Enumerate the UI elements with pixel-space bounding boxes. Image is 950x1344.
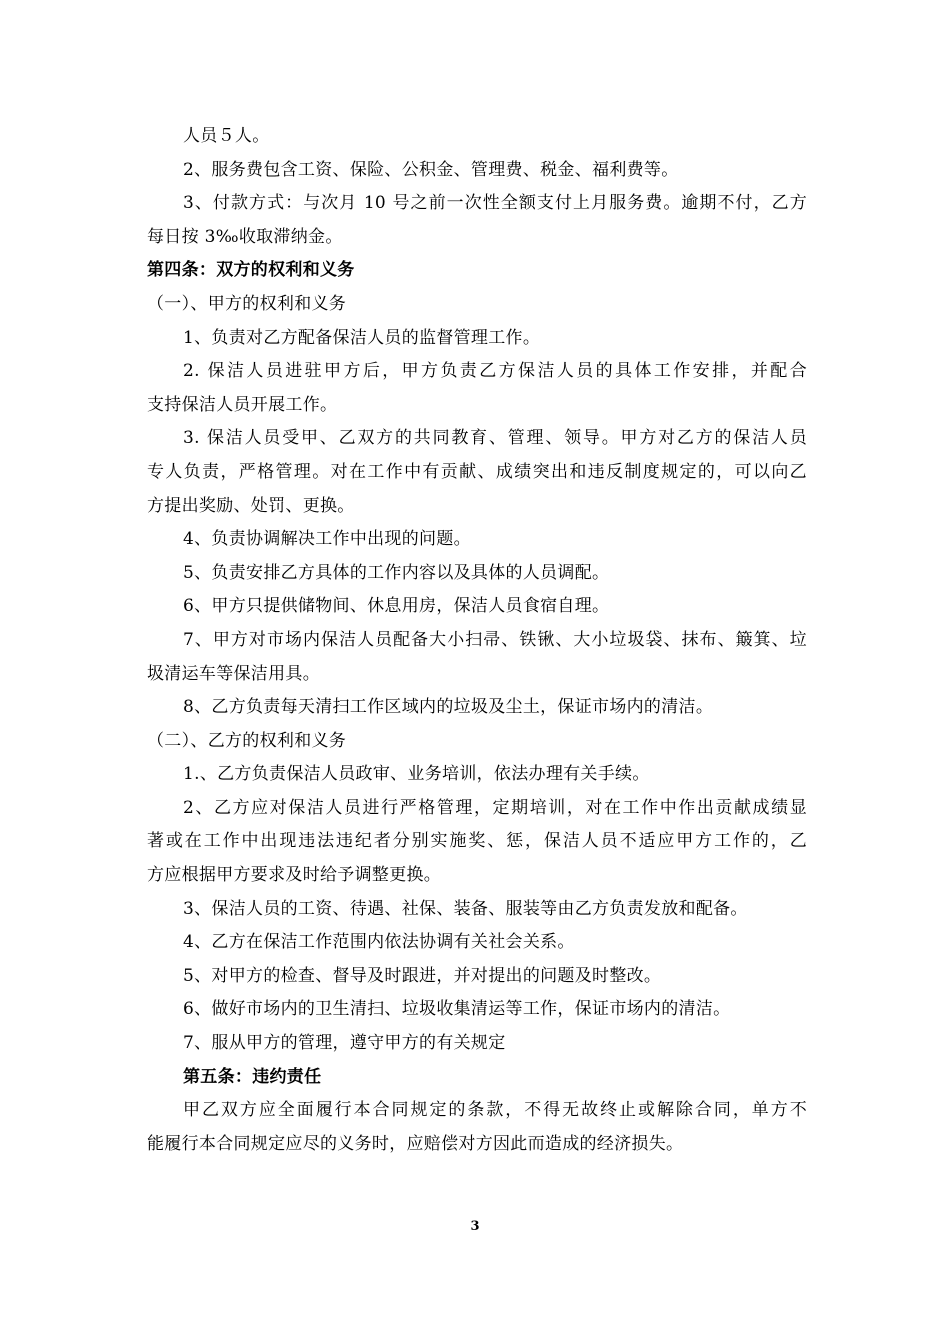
text-line: 人员５人。: [183, 126, 270, 146]
text-line: 1.、乙方负责保洁人员政审、业务培训，依法办理有关手续。: [183, 764, 650, 785]
text-line: 2. 保洁人员进驻甲方后，甲方负责乙方保洁人员的具体工作安排，并配合: [183, 361, 807, 382]
text-line: 5、负责安排乙方具体的工作内容以及具体的人员调配。: [183, 562, 610, 583]
section-heading: 第五条：违约责任: [183, 1066, 322, 1087]
text-line: （二）、乙方的权利和义务: [147, 730, 347, 751]
text-line: 1、负责对乙方配备保洁人员的监督管理工作。: [183, 327, 541, 348]
text-line: 支持保洁人员开展工作。: [147, 394, 338, 415]
text-line: 7、甲方对市场内保洁人员配备大小扫帚、铁锹、大小垃圾袋、抹布、簸箕、垃: [183, 629, 807, 650]
text-line: 圾清运车等保洁用具。: [147, 663, 320, 684]
text-line: 3、保洁人员的工资、待遇、社保、装备、服装等由乙方负责发放和配备。: [183, 898, 748, 919]
page-number: 3: [470, 1219, 480, 1234]
text-line: 4、负责协调解决工作中出现的问题。: [183, 529, 471, 550]
text-line: 2、服务费包含工资、保险、公积金、管理费、税金、福利费等。: [183, 159, 679, 180]
text-line: 方提出奖励、处罚、更换。: [147, 495, 355, 516]
text-line: 著或在工作中出现违法违纪者分别实施奖、惩，保洁人员不适应甲方工作的，乙: [147, 831, 807, 852]
text-line: 能履行本合同规定应尽的义务时，应赔偿对方因此而造成的经济损失。: [147, 1133, 684, 1154]
text-line: 4、乙方在保洁工作范围内依法协调有关社会关系。: [183, 932, 575, 953]
document-body: [147, 120, 807, 1161]
section-heading: 第四条：双方的权利和义务: [147, 260, 355, 281]
text-line: 2、乙方应对保洁人员进行严格管理，定期培训，对在工作中作出贡献成绩显: [183, 797, 807, 818]
text-line: 6、甲方只提供储物间、休息用房，保洁人员食宿自理。: [183, 596, 610, 617]
text-line: 5、对甲方的检查、督导及时跟进，并对提出的问题及时整改。: [183, 965, 662, 986]
text-line: 方应根据甲方要求及时给予调整更换。: [147, 865, 442, 886]
text-line: 7、服从甲方的管理，遵守甲方的有关规定: [183, 1033, 506, 1054]
text-line: 8、乙方负责每天清扫工作区域内的垃圾及尘土，保证市场内的清洁。: [183, 697, 714, 718]
text-line: 3. 保洁人员受甲、乙双方的共同教育、管理、领导。甲方对乙方的保洁人员: [183, 428, 807, 449]
text-line: 专人负责，严格管理。对在工作中有贡献、成绩突出和违反制度规定的，可以向乙: [147, 461, 807, 482]
text-line: 每日按 3‰收取滞纳金。: [147, 226, 343, 247]
text-line: 6、做好市场内的卫生清扫、垃圾收集清运等工作，保证市场内的清洁。: [183, 999, 731, 1020]
text-line: 甲乙双方应全面履行本合同规定的条款，不得无故终止或解除合同，单方不: [183, 1100, 807, 1121]
text-line: （一）、甲方的权利和义务: [147, 293, 347, 314]
text-line: 3、付款方式：与次月 10 号之前一次性全额支付上月服务费。逾期不付，乙方: [183, 193, 807, 214]
